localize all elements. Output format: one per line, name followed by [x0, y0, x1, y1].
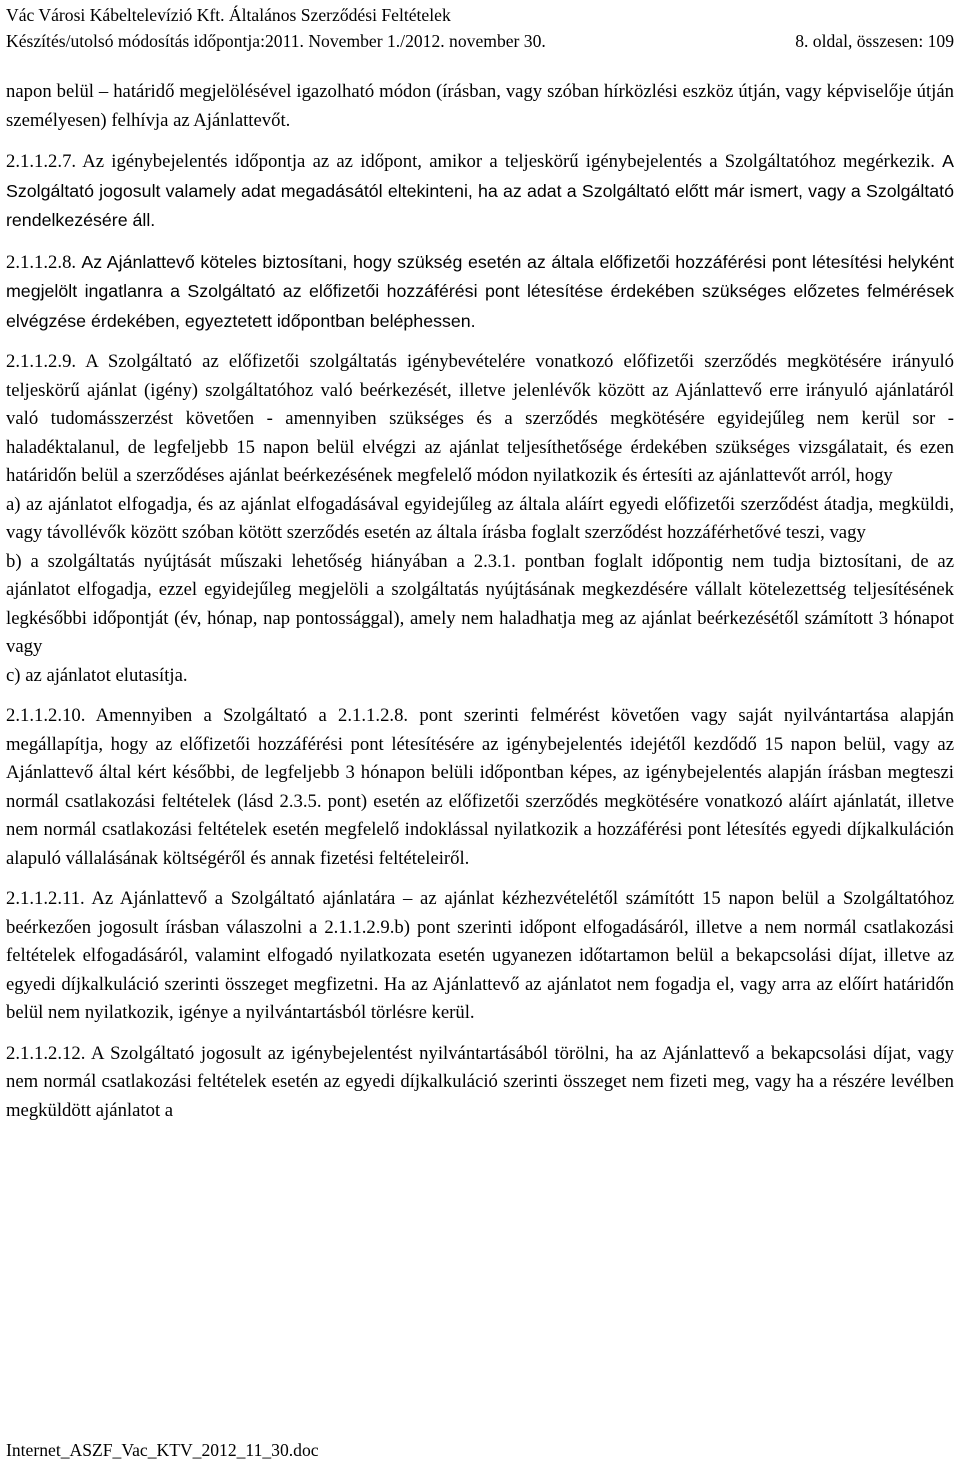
- modification-date: Készítés/utolsó módosítás időpontja:2011. November 1./2012. november 30.: [6, 31, 546, 51]
- paragraph: napon belül – határidő megjelölésével igazolható módon (írásban, vagy szóban hírközlési eszköz útján, vagy képviselője útján személyesen) felhívja az Ajánlattevőt.: [6, 81, 954, 131]
- paragraph-2-1-1-2-10: 2.1.1.2.10. Amennyiben a Szolgáltató a 2.1.1.2.8. pont szerinti felmérést követően vagy saját nyilvántartása alapján megállapítja, hogy az előfizetői hozzáférési pont létesítésére az igénybejelentés idejétől kezdődő 15 napon belül, vagy az Ajánlattevő által kért későbbi, de legfeljebb 3 hónapon belüli időpontban képes, az igénybejelentés alapján írásban megteszi normál csatlakozási feltételek (lásd 2.3.5. pont) esetén az előfizetői szerződés megkötésére vonatkozó aláírt ajánlatát, illetve nem normál csatlakozási feltételek esetén megfelelő indoklással nyilatkozik a hozzáférési pont létesítés egyedi díjkalkuláción alapuló vállalásának költségéről és annak fizetési feltételeiről.: [6, 705, 954, 869]
- paragraph-2-1-1-2-9: 2.1.1.2.9. A Szolgáltató az előfizetői szolgáltatás igénybevételére vonatkozó előfizetői szerződés megkötésére irányuló teljeskörű ajánlat (igény) szolgáltatóhoz való beérkezését, illetve jelenlévők között az Ajánlattevő erre irányuló ajánlatáról való tudomásszerzést követően - amennyiben szükséges és a szerződés megkötésére egyidejűleg nem kerül sor - haladéktalanul, de legfeljebb 15 napon belül elvégzi az ajánlat teljesíthetősége érdekében szükséges vizsgálatait, és ezen határidőn belül a szerződéses ajánlat beérkezésének megfelelő módon nyilatkozik és értesíti az ajánlattevőt arról, hogy: [6, 351, 954, 486]
- list-item-c: c) az ajánlatot elutasítja.: [6, 664, 188, 686]
- page-footer: [6, 1440, 319, 1461]
- document-title: Vác Városi Kábeltelevízió Kft. Általános Szerződési Feltételek: [6, 5, 451, 25]
- list-item-a: a) az ajánlatot elfogadja, és az ajánlat elfogadásával egyidejűleg az általa aláírt egyedi előfizetői szerződést átadja, megküldi, vagy távollévők között szóban kötött szerződés esetén az általa írásba foglalt szerződést hozzáférhetővé teszi, vagy: [6, 493, 954, 543]
- header-title-row: [6, 2, 954, 28]
- header-meta-row: [6, 28, 954, 54]
- paragraph-2-1-1-2-12: 2.1.1.2.12. A Szolgáltató jogosult az igénybejelentést nyilvántartásából törölni, ha az Ajánlattevő a bekapcsolási díjat, vagy nem normál csatlakozási feltételek esetén az egyedi díjkalkuláció szerinti összeget nem fizeti meg, vagy ha a részére levélben megküldött ajánlatot a: [6, 1042, 954, 1121]
- list-item-b: b) a szolgáltatás nyújtását műszaki lehetőség hiányában a 2.3.1. pontban foglalt időpontig nem tudja biztosítani, de az ajánlatot elfogadja, ezzel egyidejűleg megjelöli a szolgáltatás nyújtásának megkezdésére vállalt kötelezettség teljesítésének legkésőbbi időpontját (év, hónap, nap pontossággal), amely nem haladhatja meg az ajánlat beérkezésétől számított 3 hónapot vagy: [6, 550, 954, 657]
- document-body: [6, 78, 954, 1137]
- paragraph-2-1-1-2-11: 2.1.1.2.11. Az Ajánlattevő a Szolgáltató ajánlatára – az ajánlat kézhezvételétől számítótt 15 napon belül a Szolgáltatóhoz beérkezően jogosult írásban válaszolni a 2.1.1.2.9.b) pont szerinti időpont elfogadásáról, illetve a nem normál csatlakozási feltételek elfogadásáról, valamint elfogadó nyilatkozata esetén ugyanezen időtartamon belül a bekapcsolási díjat, illetve az egyedi díjkalkuláció szerinti összeget megfizetni. Ha az Ajánlattevő az ajánlatot nem fogadja el, vagy arra az előírt határidőn belül nem nyilatkozik, igénye a nyilvántartásból törlésre kerül.: [6, 888, 955, 1023]
- paragraph-2-1-1-2-7: 2.1.1.2.7. Az igénybejelentés időpontja az az időpont, amikor a teljeskörű igénybejelentés a Szolgáltatóhoz megérkezik. A Szolgáltató jogosult valamely adat megadásától eltekinteni, ha az adat a Szolgáltató előtt már ismert, vagy a Szolgáltató rendelkezésére áll.: [6, 151, 954, 230]
- paragraph-2-1-1-2-8: 2.1.1.2.8. Az Ajánlattevő köteles biztosítani, hogy szükség esetén az általa előfizetői hozzáférési pont létesítési helyként megjelölt ingatlanra a Szolgáltató az előfizetői hozzáférési pont létesítése érdekében szükséges előzetes felmérések elvégzése érdekében, egyeztetett időpontban beléphessen.: [6, 251, 954, 331]
- page-header: [6, 2, 954, 54]
- footer-filename: Internet_ASZF_Vac_KTV_2012_11_30.doc: [6, 1440, 319, 1460]
- page-info: 8. oldal, összesen: 109: [795, 31, 954, 51]
